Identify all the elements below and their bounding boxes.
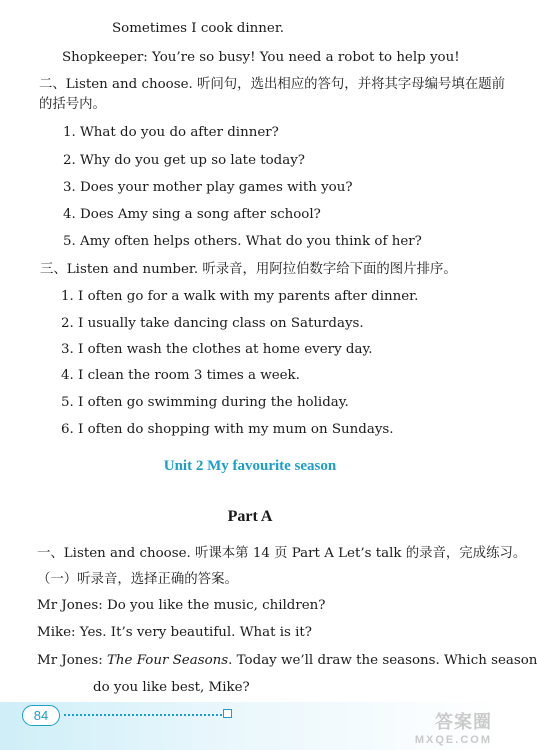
numbered-item: 3. I often wash the clothes at home every day. [61, 342, 373, 357]
dialogue-line: Mr Jones: Do you like the music, children? [37, 598, 326, 613]
watermark-text: 答案圈 [435, 712, 492, 732]
text-line: Sometimes I cook dinner. [112, 21, 285, 36]
section-heading: 一、Listen and choose. 听课本第 14 页 Part A Let’s talk 的录音，完成练习。 [37, 546, 527, 561]
question-item: 3. Does your mother play games with you? [63, 180, 353, 195]
section-heading: 二、Listen and choose. 听问句，选出相应的答句，并将其字母编号填在题前 [39, 77, 505, 92]
watermark-url: MXQE.COM [414, 734, 492, 746]
section-heading-cont: 的括号内。 [39, 97, 106, 112]
numbered-item: 6. I often do shopping with my mum on Sundays. [61, 422, 394, 437]
question-item: 4. Does Amy sing a song after school? [63, 207, 321, 222]
question-item: 1. What do you do after dinner? [63, 125, 279, 140]
music-title: The Four Seasons [107, 653, 229, 668]
footer-square-marker [223, 709, 232, 718]
part-title: Part A [227, 508, 273, 525]
section-heading: 三、Listen and number. 听录音，用阿拉伯数字给下面的图片排序。 [40, 262, 457, 277]
dialogue-line: Shopkeeper: You’re so busy! You need a robot to help you! [62, 50, 460, 65]
numbered-item: 4. I clean the room 3 times a week. [61, 368, 300, 383]
watermark-logo [415, 708, 492, 746]
dialogue-line: Mike: Yes. It’s very beautiful. What is it? [37, 625, 312, 640]
question-item: 5. Amy often helps others. What do you think of her? [63, 234, 422, 249]
speaker-label: Mr Jones: [37, 653, 103, 668]
footer-dotted-rule [64, 714, 222, 716]
dialogue-line [37, 652, 537, 670]
dialogue-line-cont: do you like best, Mike? [93, 680, 250, 695]
sub-heading: （一）听录音，选择正确的答案。 [37, 572, 238, 587]
numbered-item: 2. I usually take dancing class on Saturdays. [61, 316, 364, 331]
numbered-item: 1. I often go for a walk with my parents after dinner. [61, 289, 419, 304]
page-number: 84 [22, 705, 60, 726]
unit-title: Unit 2 My favourite season [163, 458, 337, 474]
question-item: 2. Why do you get up so late today? [63, 153, 305, 168]
dialogue-text: . Today we’ll draw the seasons. Which season [228, 653, 537, 668]
numbered-item: 5. I often go swimming during the holiday. [61, 395, 349, 410]
